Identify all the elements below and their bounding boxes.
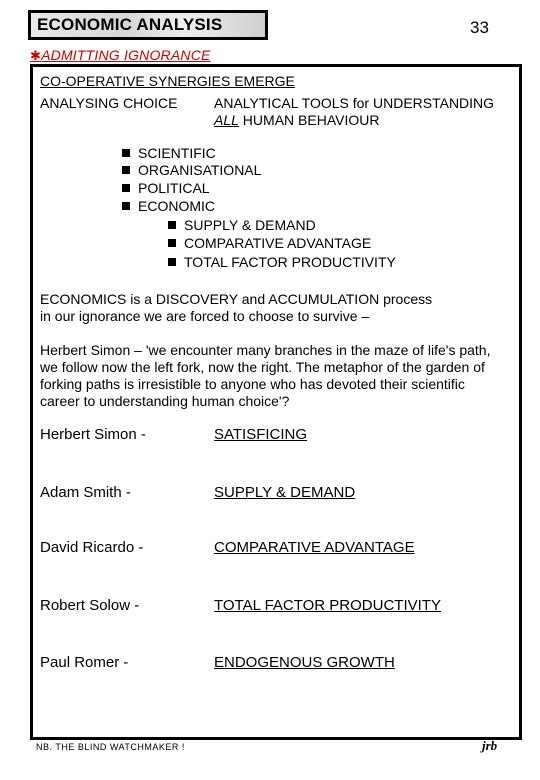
footer-note: NB. THE BLIND WATCHMAKER ! <box>36 742 185 752</box>
quote-line: Herbert Simon – 'we encounter many branches in the maze of life's path, <box>40 342 491 358</box>
quote-line: forking paths is irresistible to anyone who has devoted their scientific <box>40 376 465 392</box>
bullet-item: ECONOMIC <box>122 198 215 214</box>
economist-name: Paul Romer - <box>40 654 129 671</box>
quote-line: we follow now the left fork, now the right. The metaphor of the garden of <box>40 359 485 375</box>
slide-subtitle <box>30 47 211 64</box>
right-label-rest: HUMAN BEHAVIOUR <box>238 112 380 128</box>
asterisk-icon: ✱ <box>30 48 42 63</box>
economist-name: Herbert Simon - <box>40 426 146 443</box>
economist-concept: COMPARATIVE ADVANTAGE <box>214 539 415 556</box>
left-label: ANALYSING CHOICE <box>40 95 178 111</box>
economist-concept: SATISFICING <box>214 426 308 443</box>
economist-concept: ENDOGENOUS GROWTH <box>214 654 395 671</box>
page-number: 33 <box>470 18 489 37</box>
square-bullet-icon <box>122 149 130 157</box>
square-bullet-icon <box>122 184 130 192</box>
bullet-item: ORGANISATIONAL <box>122 162 261 178</box>
section-heading: CO-OPERATIVE SYNERGIES EMERGE <box>40 73 295 89</box>
square-bullet-icon <box>168 221 176 229</box>
economist-name: David Ricardo - <box>40 539 144 556</box>
right-label-line1: ANALYTICAL TOOLS for UNDERSTANDING <box>214 95 495 111</box>
square-bullet-icon <box>168 239 176 247</box>
bullet-item: SCIENTIFIC <box>122 145 216 161</box>
right-label-line2 <box>214 112 379 128</box>
slide-title-box <box>28 10 268 40</box>
economist-concept: SUPPLY & DEMAND <box>214 484 356 501</box>
quote-line: career to understanding human choice'? <box>40 393 290 409</box>
subtitle-text: ADMITTING IGNORANCE <box>41 47 211 63</box>
economist-name: Robert Solow - <box>40 597 140 614</box>
sub-bullet-item: TOTAL FACTOR PRODUCTIVITY <box>168 254 396 270</box>
economics-definition-line2: in our ignorance we are forced to choose to survive – <box>40 308 370 324</box>
author-logo: jrb <box>482 738 498 753</box>
square-bullet-icon <box>122 202 130 210</box>
economics-definition-line1: ECONOMICS is a DISCOVERY and ACCUMULATION process <box>40 291 433 307</box>
all-emphasis: ALL <box>214 112 239 128</box>
sub-bullet-item: COMPARATIVE ADVANTAGE <box>168 235 371 251</box>
bullet-item: POLITICAL <box>122 180 210 196</box>
square-bullet-icon <box>122 166 130 174</box>
economist-concept: TOTAL FACTOR PRODUCTIVITY <box>214 597 441 614</box>
square-bullet-icon <box>168 258 176 266</box>
economist-name: Adam Smith - <box>40 484 131 501</box>
sub-bullet-item: SUPPLY & DEMAND <box>168 217 316 233</box>
slide-title: ECONOMIC ANALYSIS <box>37 15 223 34</box>
